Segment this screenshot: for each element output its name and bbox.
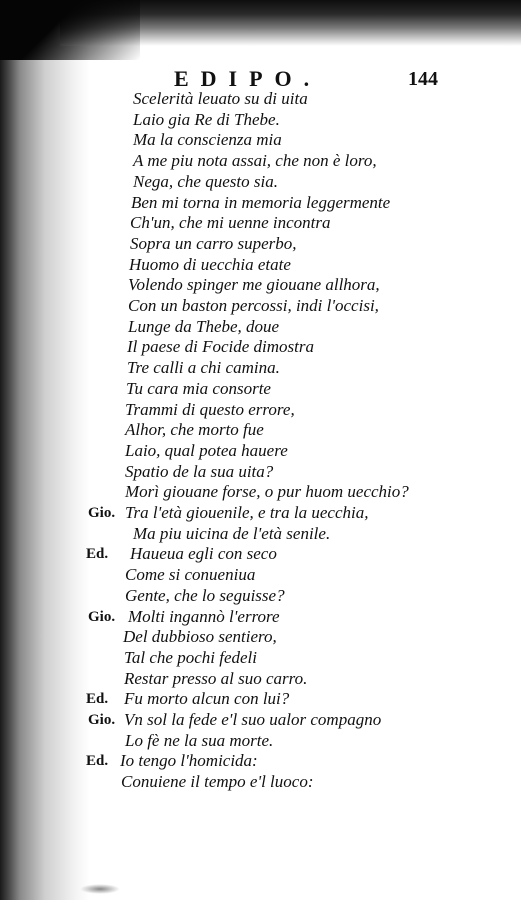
verse-line: Spatio de la sua uita? (125, 462, 274, 481)
verse-line: Laio, qual potea hauere (125, 441, 288, 460)
speaker-label: Gio. (88, 505, 116, 521)
verse-line: Sopra un carro superbo, (130, 234, 297, 253)
verse-line: Trammi di questo errore, (125, 400, 295, 419)
speaker-label: Gio. (88, 712, 116, 728)
verse-line: Restar presso al suo carro. (124, 669, 308, 688)
speaker-label: Ed. (86, 691, 109, 707)
verse-line: Lo fè ne la sua morte. (125, 731, 274, 750)
verse-line: Morì giouane forse, o pur huom uecchio? (125, 482, 409, 501)
verse-line: A me piu nota assai, che non è loro, (133, 151, 377, 170)
speaker-label: Ed. (86, 546, 109, 562)
verse-line: Tre calli a chi camina. (127, 358, 280, 377)
verse-line: Alhor, che morto fue (125, 420, 264, 439)
verse-line: Molti ingannò l'errore (128, 607, 280, 626)
verse-line: Come si conueniua (125, 565, 256, 584)
running-head: EDIPO. (174, 66, 322, 91)
verse-line: Tu cara mia consorte (126, 379, 271, 398)
verse-line: Conuiene il tempo e'l luoco: (121, 772, 314, 791)
binding-gutter-shadow (0, 0, 90, 900)
verse-line: Scelerità leuato su di uita (133, 89, 308, 108)
verse-line: Ch'un, che mi uenne incontra (130, 213, 331, 232)
verse-line: Lunge da Thebe, doue (128, 317, 280, 336)
verse-line: Ma piu uicina de l'età senile. (133, 524, 331, 543)
verse-line: Con un baston percossi, indi l'occisi, (128, 296, 379, 315)
verse-line: Vn sol la fede e'l suo ualor compagno (124, 710, 382, 729)
verse-line: Tal che pochi fedeli (124, 648, 257, 667)
page-number: 144 (408, 68, 438, 90)
verse-line: Volendo spinger me giouane allhora, (128, 275, 380, 294)
verse-line: Huomo di uecchia etate (129, 255, 291, 274)
corner-shadow (0, 0, 140, 60)
ink-smudge (80, 884, 120, 894)
speaker-label: Gio. (88, 609, 116, 625)
verse-line: Del dubbioso sentiero, (123, 627, 277, 646)
verse-line: Il paese di Focide dimostra (127, 337, 314, 356)
speaker-label: Ed. (86, 753, 109, 769)
verse-line: Haueua egli con seco (130, 544, 277, 563)
verse-line: Nega, che questo sia. (133, 172, 278, 191)
verse-line: Tra l'età giouenile, e tra la uecchia, (125, 503, 369, 522)
verse-line: Fu morto alcun con lui? (124, 689, 290, 708)
verse-line: Ma la conscienza mia (133, 130, 282, 149)
verse-line: Io tengo l'homicida: (120, 751, 258, 770)
verse-line: Laio gia Re di Thebe. (133, 110, 280, 129)
verse-line: Ben mi torna in memoria leggermente (131, 193, 391, 212)
verse-line: Gente, che lo seguisse? (125, 586, 285, 605)
